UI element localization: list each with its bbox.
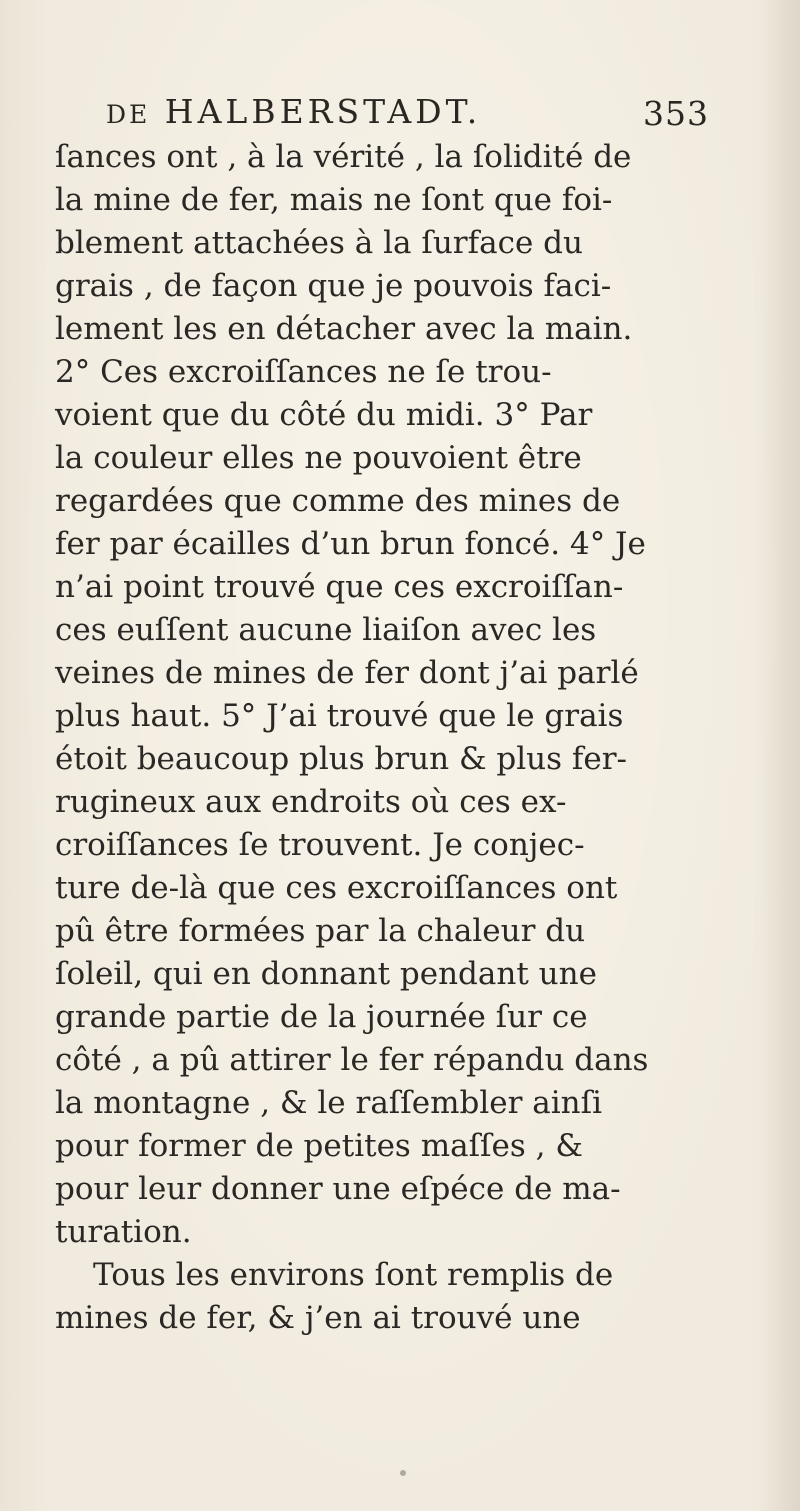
text-line: lement les en détacher avec la main. [55,311,633,347]
running-head-title: HALBERSTADT. [164,92,482,131]
text-line: la couleur elles ne pouvoient être [55,440,582,476]
text-line: côté , a pû attirer le fer répandu dans [55,1042,649,1078]
running-head-prefix: DE [106,100,151,129]
page-number: 353 [643,94,709,133]
paper-spot [400,1470,406,1476]
text-line: pû être formées par la chaleur du [55,913,586,949]
text-line: ſances ont , à la vérité , la ſolidité de [55,139,632,175]
text-line: rugineux aux endroits où ces ex- [55,784,567,820]
text-line: mines de fer, & j’en ai trouvé une [55,1300,581,1336]
text-line: voient que du côté du midi. 3° Par [55,397,593,433]
text-line: 2° Ces excroiſſances ne ſe trou- [55,354,552,390]
text-line: turation. [55,1214,192,1250]
page-edge-shadow [760,0,800,1511]
text-line: regardées que comme des mines de [55,483,621,519]
text-line: croiſſances ſe trouvent. Je conjec- [55,827,585,863]
running-head [106,92,746,138]
text-line: blement attachées à la ſurface du [55,225,583,261]
text-line: pour former de petites maſſes , & [55,1128,583,1164]
text-line: étoit beaucoup plus brun & plus fer- [55,741,628,777]
text-line: pour leur donner une eſpéce de ma- [55,1171,621,1207]
text-line: plus haut. 5° J’ai trouvé que le grais [55,698,624,734]
text-line: la mine de fer, mais ne ſont que foi- [55,182,613,218]
text-line: ſoleil, qui en donnant pendant une [55,956,597,992]
text-line: Tous les environs ſont remplis de [93,1257,614,1293]
text-line: la montagne , & le raſſembler ainſi [55,1085,603,1121]
text-line: grande partie de la journée ſur ce [55,999,588,1035]
text-line: grais , de façon que je pouvois faci- [55,268,612,304]
text-line: ture de-là que ces excroiſſances ont [55,870,618,906]
text-line: fer par écailles d’un brun foncé. 4° Je [55,526,646,562]
text-line: veines de mines de fer dont j’ai parlé [55,655,639,691]
text-line: n’ai point trouvé que ces excroiſſan- [55,569,624,605]
text-line: ces euſſent aucune liaiſon avec les [55,612,597,648]
